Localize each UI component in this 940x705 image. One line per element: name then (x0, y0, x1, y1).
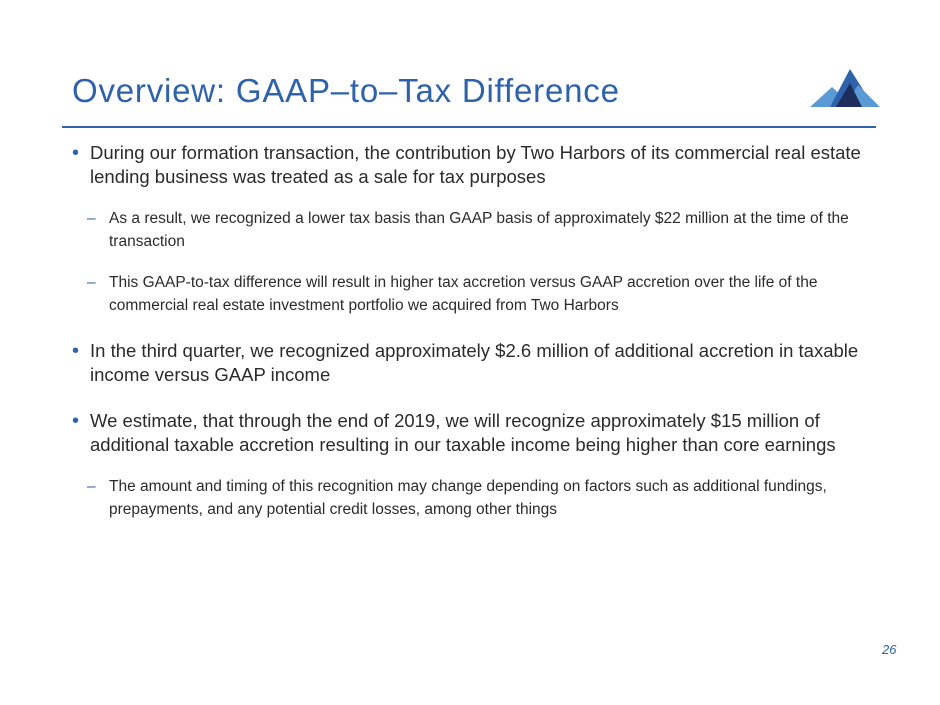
slide-title: Overview: GAAP–to–Tax Difference (72, 72, 620, 109)
bullet-item (72, 141, 872, 189)
page-number: 26 (882, 642, 897, 657)
sub-bullet-glyph: – (87, 210, 96, 227)
sub-bullet-item (72, 207, 872, 253)
sub-bullet-text: As a result, we recognized a lower tax basis than GAAP basis of approximately $22 million at the time of the transaction (109, 210, 849, 250)
bullet-glyph: • (72, 142, 80, 164)
bullet-text: We estimate, that through the end of 2019, we will recognize approximately $15 million of additional taxable accretion resulting in our taxable income being higher than core earnings (90, 410, 836, 455)
sub-bullet-glyph: – (87, 478, 96, 495)
sub-bullet-item (72, 475, 872, 521)
sub-bullet-item (72, 271, 872, 317)
bullet-text: In the third quarter, we recognized approximately $2.6 million of additional accretion in taxable income versus GAAP income (90, 340, 859, 385)
bullet-glyph: • (72, 410, 80, 432)
sub-bullet-text: This GAAP-to-tax difference will result in higher tax accretion versus GAAP accretion over the life of the commercial real estate investment portfolio we acquired from Two Harbors (109, 274, 818, 314)
bullet-glyph: • (72, 340, 80, 362)
sub-bullet-text: The amount and timing of this recognition may change depending on factors such as additional fundings, prepayments, and any potential credit losses, among other things (109, 478, 827, 518)
mountain-logo-icon (810, 65, 882, 109)
bullet-item (72, 409, 872, 457)
slide-content (72, 141, 872, 521)
title-divider (62, 126, 876, 128)
bullet-text: During our formation transaction, the contribution by Two Harbors of its commercial real estate lending business was treated as a sale for tax purposes (90, 142, 861, 187)
sub-bullet-glyph: – (87, 274, 96, 291)
bullet-item (72, 339, 872, 387)
